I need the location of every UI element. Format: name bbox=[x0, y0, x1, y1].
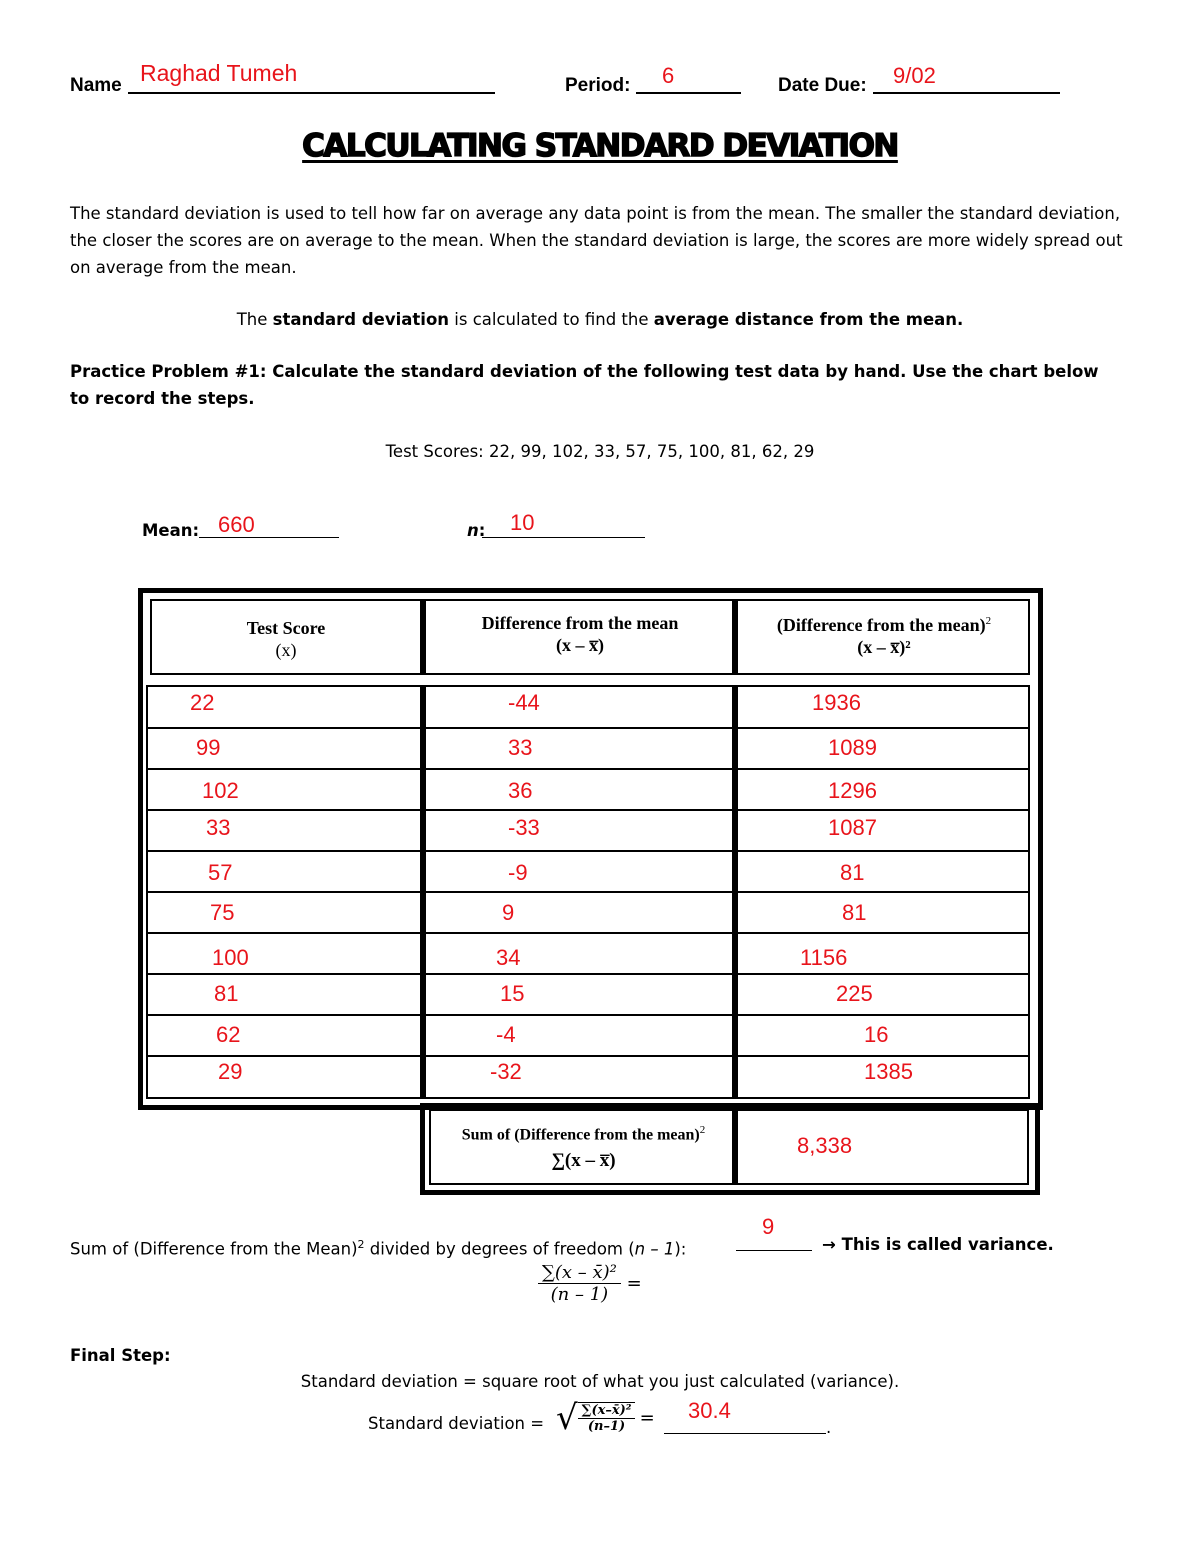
sd-value[interactable]: 30.4 bbox=[688, 1398, 731, 1423]
sum-divider bbox=[732, 1109, 738, 1185]
cell-difference[interactable]: 36 bbox=[508, 778, 533, 803]
cell-difference-squared[interactable]: 81 bbox=[840, 860, 865, 885]
practice-problem: Practice Problem #1: Calculate the standard deviation of the following test data by hand. Use the chart below to record the steps. bbox=[70, 362, 1099, 408]
definition-bold1: standard deviation bbox=[272, 310, 450, 329]
col3-sub: (x – x̅)² bbox=[857, 637, 911, 657]
cell-test-score[interactable]: 62 bbox=[216, 1022, 241, 1047]
row-divider bbox=[148, 809, 1028, 811]
cell-test-score[interactable]: 22 bbox=[190, 690, 215, 715]
sum-sup: 2 bbox=[699, 1124, 706, 1136]
variance-line-blank bbox=[736, 1250, 812, 1251]
definition-part2: is calculated to find the bbox=[449, 310, 654, 329]
row-divider bbox=[148, 891, 1028, 893]
row-divider bbox=[148, 932, 1028, 934]
variance-formula bbox=[538, 1262, 642, 1305]
definition-line bbox=[0, 306, 1200, 333]
row-divider bbox=[148, 1014, 1028, 1016]
variance-line bbox=[70, 1231, 686, 1263]
variance-text-c: ): bbox=[674, 1239, 687, 1259]
cell-difference[interactable]: 15 bbox=[500, 981, 525, 1006]
row-divider bbox=[148, 973, 1028, 975]
n-value[interactable]: 10 bbox=[510, 510, 535, 535]
period-value[interactable]: 6 bbox=[662, 63, 675, 88]
intro-paragraph: The standard deviation is used to tell how far on average any data point is from the mean. The smaller the standard deviation, the closer the scores are on average to the mean. When the standard deviation is large, the scores are more widely spread out on average from the mean. bbox=[70, 204, 1123, 277]
date-line bbox=[873, 92, 1060, 94]
cell-test-score[interactable]: 102 bbox=[202, 778, 239, 803]
cell-test-score[interactable]: 99 bbox=[196, 735, 221, 760]
variance-called: → This is called variance. bbox=[822, 1235, 1054, 1254]
variance-fraction bbox=[538, 1262, 621, 1305]
variance-n-minus: n – 1 bbox=[634, 1239, 675, 1259]
cell-difference-squared[interactable]: 1296 bbox=[828, 778, 877, 803]
cell-test-score[interactable]: 100 bbox=[212, 945, 249, 970]
cell-difference[interactable]: 34 bbox=[496, 945, 521, 970]
test-scores: Test Scores: 22, 99, 102, 33, 57, 75, 100, 81, 62, 29 bbox=[385, 442, 815, 461]
cell-difference[interactable]: -33 bbox=[508, 815, 540, 840]
variance-sup: 2 bbox=[357, 1238, 365, 1251]
n-label-wrap: n: bbox=[467, 521, 486, 540]
sqrt-icon: √ bbox=[556, 1398, 578, 1438]
sd-numerator: ∑(x–x̄)² bbox=[578, 1403, 636, 1419]
cell-difference[interactable]: -44 bbox=[508, 690, 540, 715]
col2-sub: (x – x̅) bbox=[556, 635, 604, 655]
cell-test-score[interactable]: 81 bbox=[214, 981, 239, 1006]
col2-title: Difference from the mean bbox=[481, 613, 679, 633]
final-step-label: Final Step: bbox=[70, 1346, 171, 1365]
sd-formula bbox=[556, 1398, 655, 1438]
row-divider bbox=[148, 727, 1028, 729]
definition-bold2: average distance from the mean. bbox=[653, 310, 964, 329]
variance-value[interactable]: 9 bbox=[762, 1214, 775, 1239]
row-divider bbox=[148, 768, 1028, 770]
col1-sub: (x) bbox=[275, 640, 297, 660]
n-line bbox=[482, 537, 645, 538]
mean-label: Mean: bbox=[142, 521, 200, 540]
sum-formula: ∑(x – x̅) bbox=[551, 1150, 616, 1172]
variance-denominator: (n – 1) bbox=[550, 1284, 609, 1305]
mean-value[interactable]: 660 bbox=[218, 512, 255, 537]
final-step-text: Standard deviation = square root of what you just calculated (variance). bbox=[300, 1372, 900, 1391]
col1-title: Test Score bbox=[246, 618, 326, 638]
cell-difference[interactable]: -4 bbox=[496, 1022, 516, 1047]
cell-difference-squared[interactable]: 1936 bbox=[812, 690, 861, 715]
sd-denominator: (n–1) bbox=[587, 1419, 626, 1434]
cell-test-score[interactable]: 75 bbox=[210, 900, 235, 925]
cell-difference-squared[interactable]: 1089 bbox=[828, 735, 877, 760]
col2-header bbox=[426, 612, 734, 656]
name-label: Name bbox=[70, 75, 122, 96]
col3-header bbox=[738, 610, 1030, 658]
row-divider bbox=[148, 1055, 1028, 1057]
cell-test-score[interactable]: 57 bbox=[208, 860, 233, 885]
cell-difference[interactable]: 33 bbox=[508, 735, 533, 760]
cell-test-score[interactable]: 29 bbox=[218, 1059, 243, 1084]
definition-part1: The bbox=[236, 310, 273, 329]
sd-answer-line bbox=[664, 1433, 826, 1434]
sum-value[interactable]: 8,338 bbox=[797, 1133, 853, 1158]
sd-equals: = bbox=[639, 1407, 655, 1429]
cell-difference-squared[interactable]: 225 bbox=[836, 981, 873, 1006]
cell-difference-squared[interactable]: 1156 bbox=[800, 945, 848, 970]
col1-header bbox=[150, 617, 422, 661]
col3-title: (Difference from the mean) bbox=[776, 615, 986, 635]
name-line bbox=[128, 92, 495, 94]
sum-label-cell bbox=[435, 1117, 732, 1175]
row-divider bbox=[148, 850, 1028, 852]
cell-difference[interactable]: -9 bbox=[508, 860, 528, 885]
date-label: Date Due: bbox=[778, 75, 867, 96]
cell-difference[interactable]: 9 bbox=[502, 900, 515, 925]
date-value[interactable]: 9/02 bbox=[893, 63, 936, 88]
cell-difference[interactable]: -32 bbox=[490, 1059, 522, 1084]
cell-difference-squared[interactable]: 81 bbox=[842, 900, 867, 925]
cell-difference-squared[interactable]: 16 bbox=[864, 1022, 889, 1047]
sum-label: Sum of (Difference from the mean) bbox=[461, 1126, 700, 1144]
variance-text-b: divided by degrees of freedom ( bbox=[364, 1239, 635, 1259]
variance-numerator: ∑(x – x̄)² bbox=[538, 1262, 621, 1284]
sd-fraction bbox=[578, 1402, 636, 1434]
sd-period: . bbox=[826, 1418, 832, 1437]
n-label: n bbox=[467, 521, 479, 540]
col3-sup: 2 bbox=[985, 615, 992, 627]
period-label: Period: bbox=[565, 75, 631, 96]
cell-difference-squared[interactable]: 1385 bbox=[864, 1059, 913, 1084]
period-line bbox=[636, 92, 741, 94]
cell-test-score[interactable]: 33 bbox=[206, 815, 231, 840]
page-title: CALCULATING STANDARD DEVIATION bbox=[302, 128, 898, 164]
variance-equals: = bbox=[626, 1273, 642, 1294]
name-value[interactable]: Raghad Tumeh bbox=[140, 60, 298, 86]
sd-label: Standard deviation = bbox=[368, 1414, 545, 1433]
variance-text-a: Sum of (Difference from the Mean) bbox=[70, 1239, 358, 1259]
cell-difference-squared[interactable]: 1087 bbox=[828, 815, 877, 840]
